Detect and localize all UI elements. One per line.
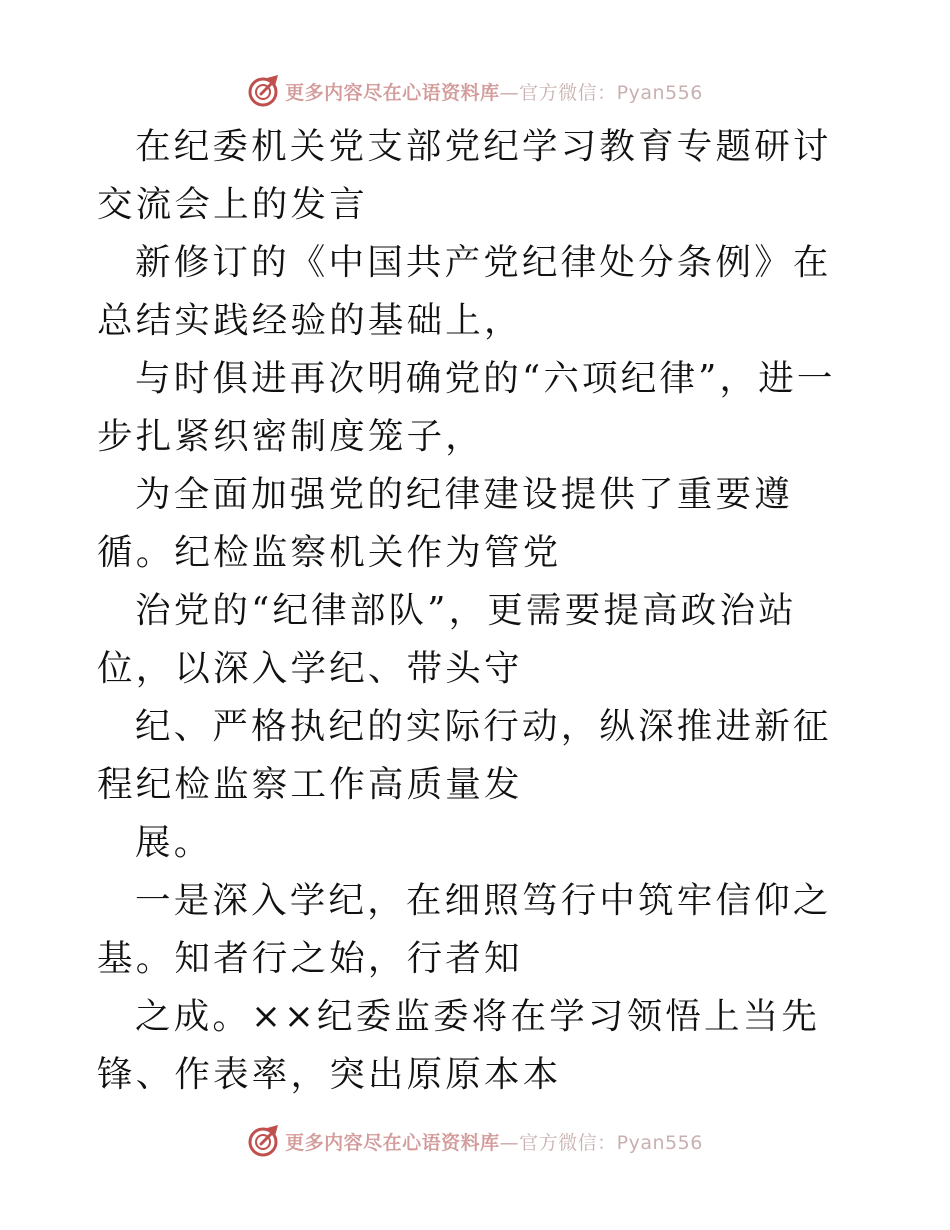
paragraph-line: 与时俱进再次明确党的“六项纪律”，进一步扎紧织密制度笼子， [97,358,836,457]
watermark-contact: 官方微信：Pyan556 [519,81,703,104]
paragraph-line: 展。 [135,822,213,863]
watermark-site-name: 更多内容尽在心语资料库 [285,81,500,104]
footer-watermark [0,1121,950,1161]
watermark-contact: 官方微信：Pyan556 [519,1131,703,1154]
paragraph-line: 新修订的《中国共产党纪律处分条例》在总结实践经验的基础上， [97,242,832,341]
paragraph-line: 一是深入学纪，在细照笃行中筑牢信仰之基。知者行之始，行者知 [97,880,832,979]
watermark-text [285,78,703,105]
watermark-site-name: 更多内容尽在心语资料库 [285,1131,500,1154]
pen-logo-icon [247,74,281,108]
document-title: 在纪委机关党支部党纪学习教育专题研讨交流会上的发言 [97,126,832,225]
watermark-separator: — [499,81,520,104]
watermark-text [285,1128,703,1155]
paragraph-line: 纪、严格执纪的实际行动，纵深推进新征程纪检监察工作高质量发 [97,706,832,805]
header-watermark [0,71,950,111]
pen-logo-icon [247,1124,281,1158]
watermark-separator: — [499,1131,520,1154]
document-body [97,118,857,1104]
paragraph-line: 为全面加强党的纪律建设提供了重要遵循。纪检监察机关作为管党 [97,474,793,573]
paragraph-line: 治党的“纪律部队”，更需要提高政治站位，以深入学纪、带头守 [97,590,797,689]
paragraph-line: 之成。××纪委监委将在学习领悟上当先锋、作表率，突出原原本本 [97,996,821,1095]
